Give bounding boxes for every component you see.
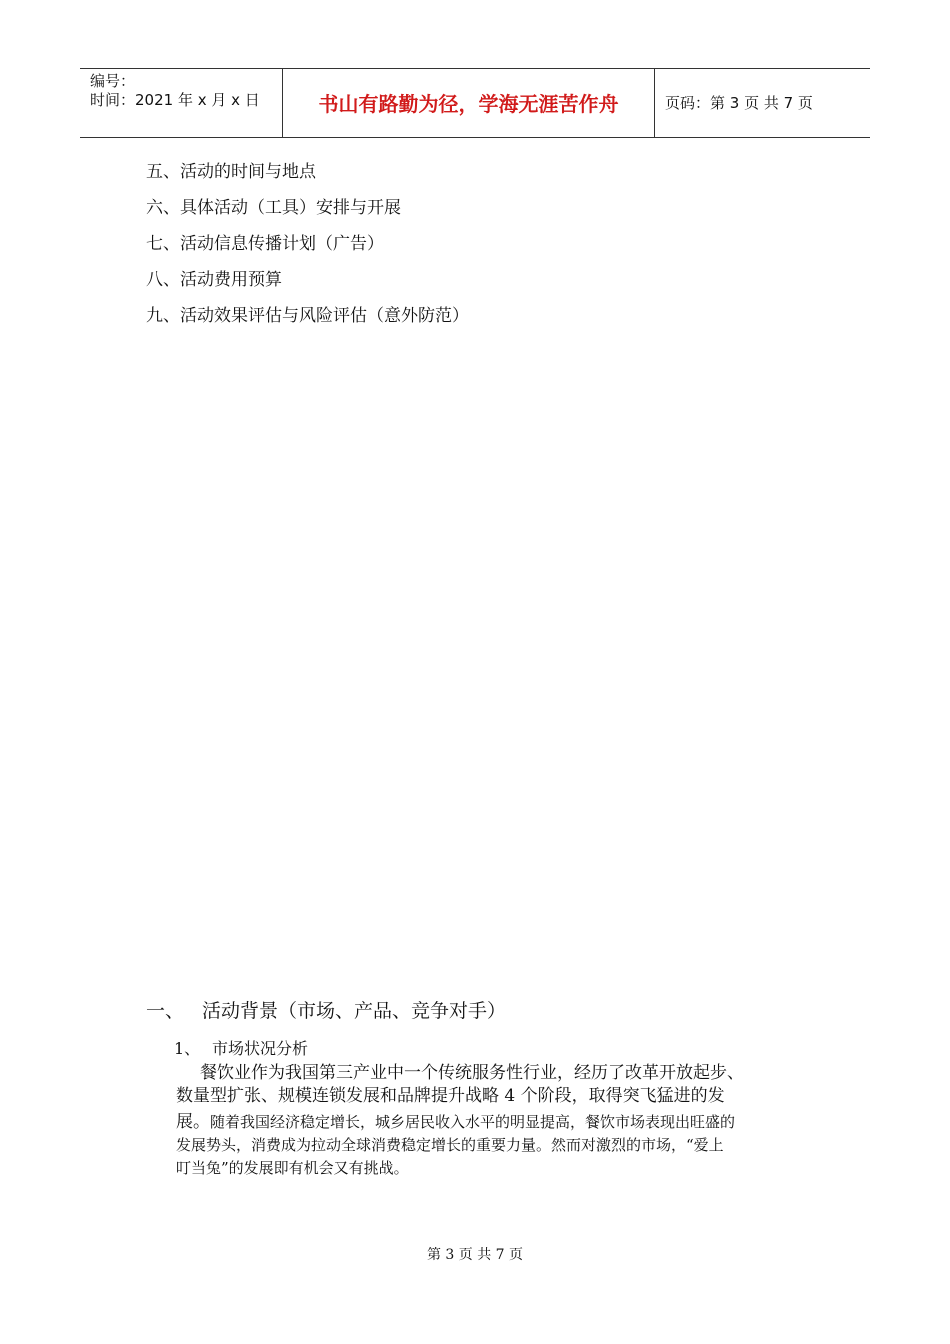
subsection-number: 1、 <box>174 1039 201 1058</box>
outline-list <box>146 160 469 340</box>
paragraph-line <box>176 1111 735 1134</box>
section-number: 一、 <box>146 1000 185 1022</box>
outline-item: 九、活动效果评估与风险评估（意外防范） <box>146 306 469 326</box>
header-motto-cell <box>283 69 655 137</box>
paragraph-line: 餐饮业作为我国第三产业中一个传统服务性行业，经历了改革开放起步、 <box>200 1063 744 1083</box>
paragraph-2 <box>176 1111 735 1180</box>
paragraph-line: 数量型扩张、规模连锁发展和品牌提升战略 4 个阶段，取得突飞猛进的发 <box>176 1086 725 1106</box>
outline-item: 七、活动信息传播计划（广告） <box>146 234 384 254</box>
header-page-number: 页码：第 3 页 共 7 页 <box>665 94 813 112</box>
document-date: 时间：2021 年 x 月 x 日 <box>90 91 260 109</box>
paragraph-line: 叮当兔”的发展即有机会又有挑战。 <box>176 1159 409 1177</box>
section-heading <box>146 998 506 1024</box>
outline-item: 六、具体活动（工具）安排与开展 <box>146 198 401 218</box>
outline-item: 五、活动的时间与地点 <box>146 162 316 182</box>
paragraph-line-rest: 随着我国经济稳定增长，城乡居民收入水平的明显提高，餐饮市场表现出旺盛的 <box>210 1113 736 1131</box>
serial-number: 编号： <box>90 72 136 90</box>
paragraph-1 <box>176 1062 744 1108</box>
header-page-cell <box>655 69 870 137</box>
page-footer: 第 3 页 共 7 页 <box>426 1247 524 1263</box>
header-meta-cell <box>80 69 283 137</box>
paragraph-line: 发展势头，消费成为拉动全球消费稳定增长的重要力量。然而对激烈的市场，“爱上 <box>176 1136 724 1154</box>
paragraph-line-start: 展。 <box>176 1112 210 1132</box>
motto: 书山有路勤为径，学海无涯苦作舟 <box>318 92 619 116</box>
section-title: 活动背景（市场、产品、竞争对手） <box>202 1000 507 1022</box>
subsection-heading <box>174 1038 308 1060</box>
document-header <box>80 68 870 138</box>
subsection-title: 市场状况分析 <box>212 1039 309 1058</box>
outline-item: 八、活动费用预算 <box>146 270 282 290</box>
